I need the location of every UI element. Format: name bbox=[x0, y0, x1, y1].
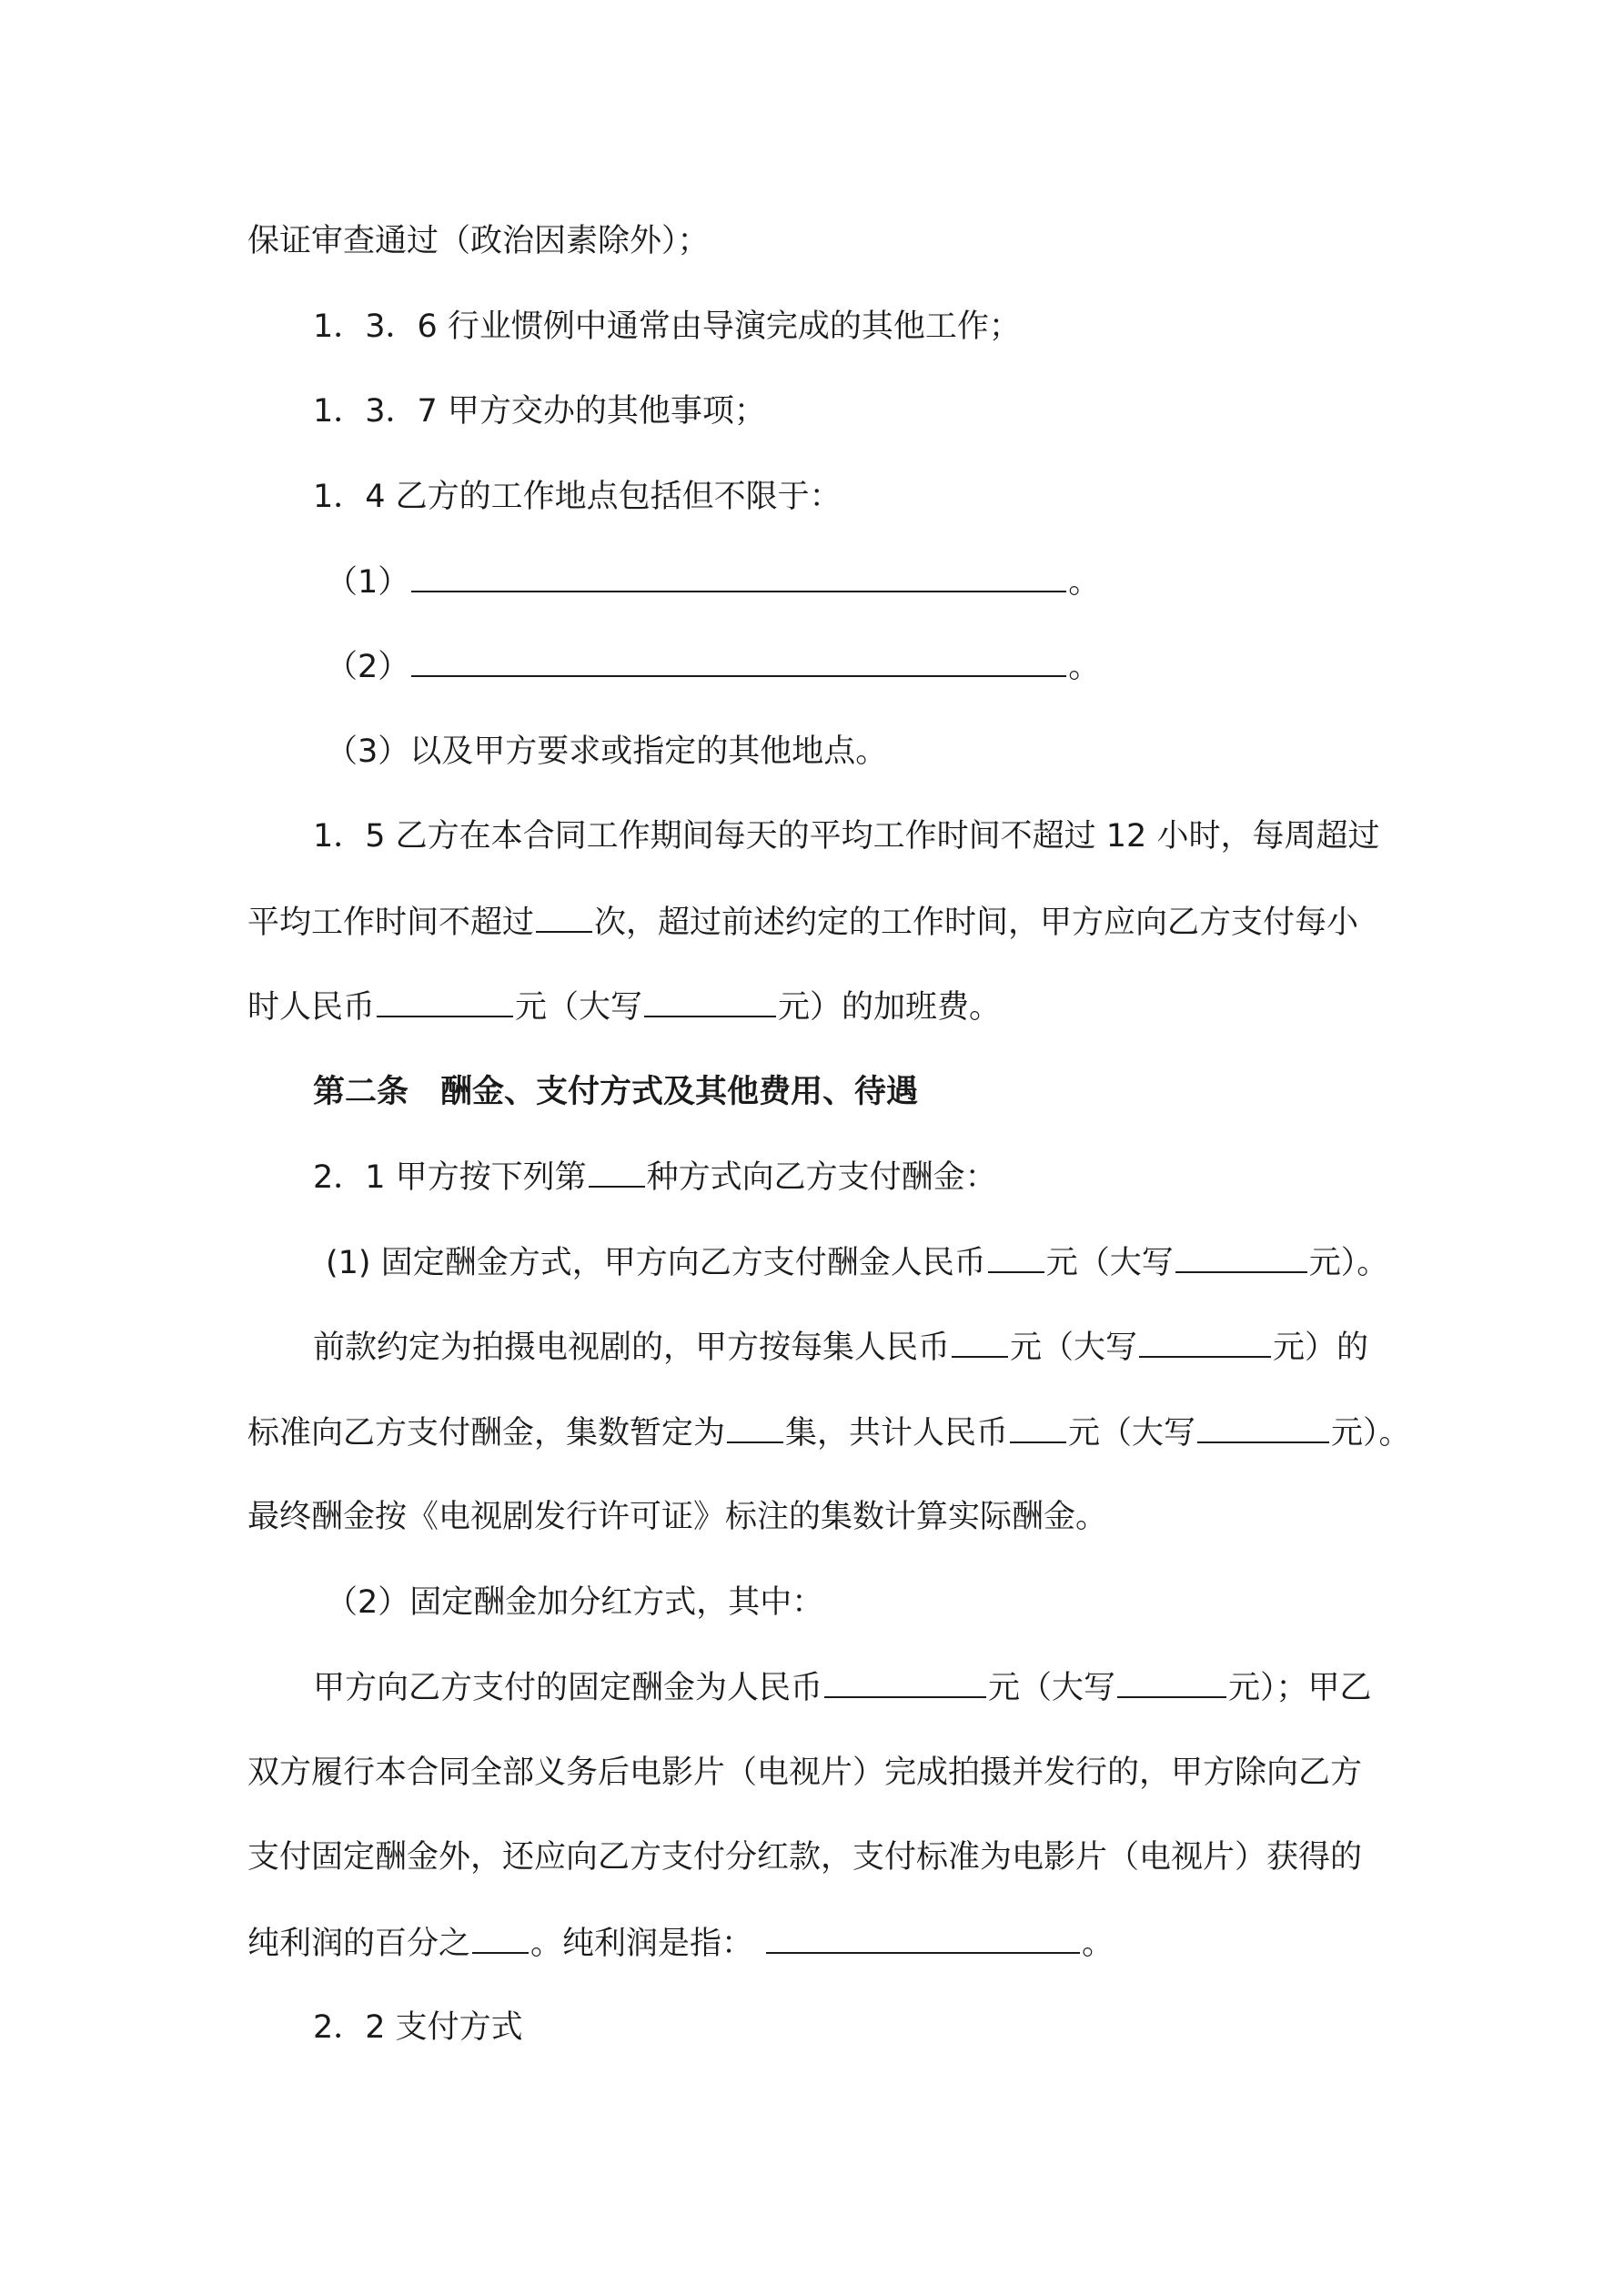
clause-1-3-7: 1．3．7 甲方交办的其他事项； bbox=[313, 393, 766, 430]
clause-1-4: 1．4 乙方的工作地点包括但不限于： bbox=[313, 479, 842, 515]
location-3: （3）以及甲方要求或指定的其他地点。 bbox=[326, 733, 888, 770]
blank-field[interactable] bbox=[1175, 1240, 1307, 1273]
section-heading: 第二条 酬金、支付方式及其他费用、待遇 bbox=[313, 1074, 919, 1110]
text-line: 最终酬金按《电视剧发行许可证》标注的集数计算实际酬金。 bbox=[247, 1499, 1108, 1535]
clause-2-2: 2．2 支付方式 bbox=[313, 2009, 523, 2046]
blank-field[interactable] bbox=[1197, 1411, 1329, 1443]
blank-field[interactable] bbox=[766, 1921, 1080, 1954]
blank-field[interactable] bbox=[536, 900, 592, 933]
blank-field[interactable] bbox=[644, 985, 776, 1017]
location-1: （1） 。 bbox=[326, 560, 1100, 604]
clause-1-3-6: 1．3．6 行业惯例中通常由导演完成的其他工作； bbox=[313, 308, 1021, 345]
option-2: （2）固定酬金加分红方式，其中： bbox=[326, 1584, 824, 1621]
text-line: 纯利润的百分之 。纯利润是指： 。 bbox=[247, 1921, 1114, 1966]
location-2: （2） 。 bbox=[326, 644, 1100, 689]
blank-field[interactable] bbox=[589, 1155, 645, 1188]
blank-field[interactable] bbox=[411, 560, 1066, 592]
blank-field[interactable] bbox=[472, 1921, 529, 1954]
blank-field[interactable] bbox=[1117, 1665, 1226, 1698]
text-line: 支付固定酬金外，还应向乙方支付分红款，支付标准为电影片（电视片）获得的 bbox=[247, 1839, 1363, 1876]
clause-1-5: 1．5 乙方在本合同工作期间每天的平均工作时间不超过 12 小时，每周超过 bbox=[313, 818, 1380, 855]
text-line: 时人民币 元（大写 元）的加班费。 bbox=[247, 985, 1001, 1029]
blank-field[interactable] bbox=[1010, 1411, 1066, 1443]
text-line: 前款约定为拍摄电视剧的，甲方按每集人民币 元（大写 元）的 bbox=[313, 1325, 1368, 1370]
blank-field[interactable] bbox=[824, 1665, 986, 1698]
text-line: 甲方向乙方支付的固定酬金为人民币 元（大写 元）；甲乙 bbox=[313, 1665, 1372, 1710]
text-line: 保证审查通过（政治因素除外）； bbox=[247, 223, 710, 259]
text-line: 平均工作时间不超过 次，超过前述约定的工作时间，甲方应向乙方支付每小 bbox=[247, 900, 1358, 945]
blank-field[interactable] bbox=[727, 1411, 783, 1443]
text-line: 双方履行本合同全部义务后电影片（电视片）完成拍摄并发行的，甲方除向乙方 bbox=[247, 1755, 1363, 1791]
blank-field[interactable] bbox=[377, 985, 513, 1017]
blank-field[interactable] bbox=[411, 644, 1066, 677]
text-line: 标准向乙方支付酬金，集数暂定为 集，共计人民币 元（大写 元）。 bbox=[247, 1411, 1411, 1455]
clause-2-1: 2．1 甲方按下列第 种方式向乙方支付酬金： bbox=[313, 1155, 997, 1199]
blank-field[interactable] bbox=[1139, 1325, 1271, 1358]
blank-field[interactable] bbox=[988, 1240, 1044, 1273]
blank-field[interactable] bbox=[952, 1325, 1008, 1358]
option-1: (1) 固定酬金方式，甲方向乙方支付酬金人民币 元（大写 元）。 bbox=[326, 1240, 1388, 1285]
